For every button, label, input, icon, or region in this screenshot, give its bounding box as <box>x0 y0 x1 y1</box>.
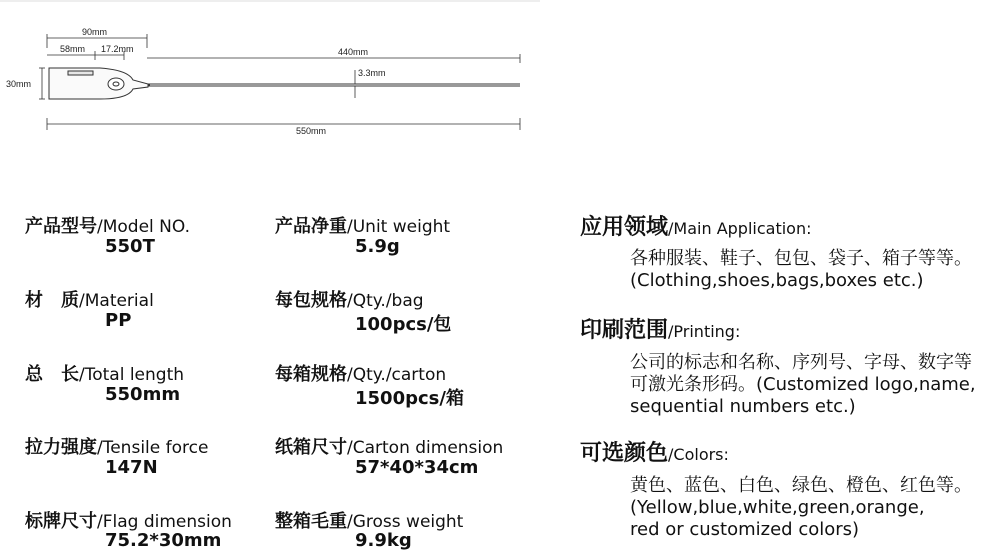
dim-58mm: 58mm <box>60 44 86 54</box>
spec-value-unit-weight: 5.9g <box>355 236 400 257</box>
section-body-printing <box>630 352 976 418</box>
printing-line-1: 公司的标志和名称、序列号、字母、数字等 <box>630 352 972 373</box>
application-line-2: (Clothing,shoes,bags,boxes etc.) <box>630 270 924 291</box>
dim-440mm: 440mm <box>338 47 369 57</box>
spec-label-length: 总 长/Total length <box>25 364 185 385</box>
colors-line-3: red or customized colors) <box>630 519 860 540</box>
spec-label-gross-weight: 整箱毛重/Gross weight <box>275 511 464 532</box>
spec-value-model: 550T <box>105 236 155 257</box>
spec-value-tensile: 147N <box>105 457 158 478</box>
spec-value-material: PP <box>105 310 132 331</box>
spec-label-tensile: 拉力强度/Tensile force <box>25 437 209 458</box>
spec-label-unit-weight: 产品净重/Unit weight <box>275 216 451 237</box>
printing-line-2: 可激光条形码。(Customized logo,name, <box>630 374 976 395</box>
spec-value-gross-weight: 9.9kg <box>355 530 412 551</box>
section-title-printing: 印刷范围/Printing: <box>580 318 741 343</box>
colors-line-2: (Yellow,blue,white,green,orange, <box>630 497 925 518</box>
spec-label-material: 材 质/Material <box>25 290 154 311</box>
spec-label-carton-dim: 纸箱尺寸/Carton dimension <box>275 437 504 458</box>
section-title-application: 应用领域/Main Application: <box>580 215 812 240</box>
dim-3-3mm: 3.3mm <box>358 68 386 78</box>
spec-value-length: 550mm <box>105 384 181 405</box>
dim-17-2mm: 17.2mm <box>101 44 134 54</box>
dim-90mm: 90mm <box>82 27 108 37</box>
application-line-1: 各种服装、鞋子、包包、袋子、箱子等等。 <box>630 248 972 269</box>
dim-550mm: 550mm <box>296 126 327 136</box>
spec-value-carton-dim: 57*40*34cm <box>355 457 479 478</box>
section-body-colors <box>630 475 972 541</box>
spec-value-flag: 75.2*30mm <box>105 530 222 551</box>
dim-30mm: 30mm <box>6 79 32 89</box>
section-title-colors: 可选颜色/Colors: <box>580 441 729 466</box>
printing-line-3: sequential numbers etc.) <box>630 396 856 417</box>
spec-value-qty-bag: 100pcs/包 <box>355 314 452 335</box>
spec-label-model: 产品型号/Model NO. <box>25 216 190 237</box>
section-body-application <box>630 248 972 292</box>
spec-label-qty-carton: 每箱规格/Qty./carton <box>275 364 447 385</box>
spec-label-qty-bag: 每包规格/Qty./bag <box>275 290 424 311</box>
spec-value-qty-carton: 1500pcs/箱 <box>355 388 464 409</box>
seal-dimension-drawing <box>0 0 540 150</box>
colors-line-1: 黄色、蓝色、白色、绿色、橙色、红色等。 <box>630 475 972 496</box>
spec-label-flag: 标牌尺寸/Flag dimension <box>25 511 232 532</box>
